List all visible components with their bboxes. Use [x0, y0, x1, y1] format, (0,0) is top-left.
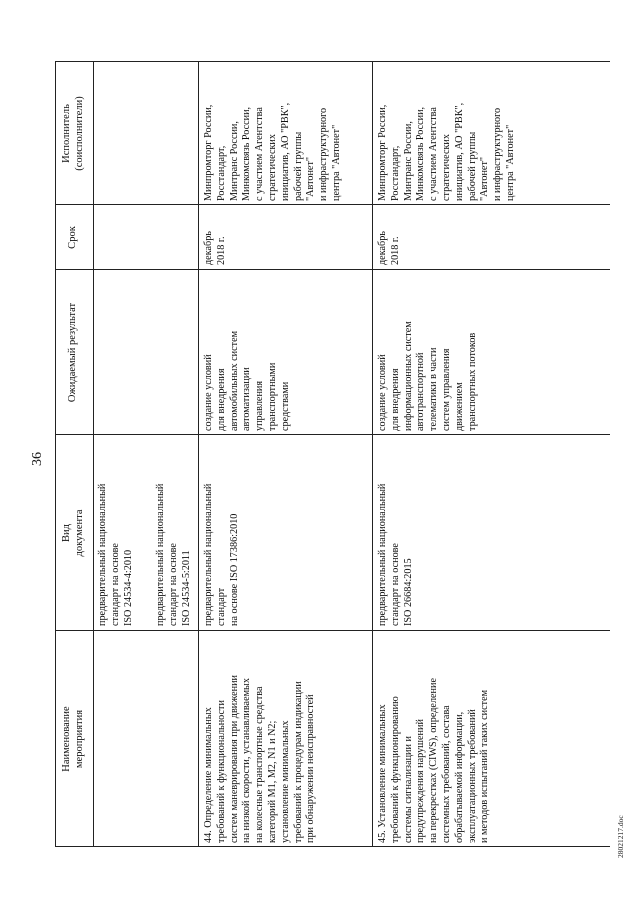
header-result: Ожидаемый результат — [67, 302, 78, 403]
row-44-doc-type: предварительный национальный стандарт на основе ISO 17386:2010 — [203, 483, 240, 626]
table-border-left — [55, 846, 610, 847]
page-number: 36 — [30, 452, 45, 466]
continuation-doc-type-1: предварительный национальный стандарт на основе ISO 24534-4:2010 — [97, 483, 134, 626]
row-divider — [372, 61, 373, 847]
column-divider — [55, 630, 610, 631]
row-45-executor: Минпромторг России, Росстандарт, Минтранс России, Минкомсвязь России, с участием Агентства стратегических инициатив, АО "РВК", рабочей группы "Автонет" и инфраструктурного центра "Автонет" — [377, 102, 516, 201]
table — [55, 61, 610, 847]
header-deadline: Срок — [67, 226, 78, 249]
column-divider — [55, 204, 610, 205]
row-divider — [198, 61, 199, 847]
table-border-right — [55, 61, 610, 62]
row-44-deadline: декабрь 2018 г. — [203, 231, 227, 265]
row-45-name: 45. Установление минимальных требований к функционированию системы сигнализации и предупреждения нарушений на перекрестках (CIWS), определение системных требований, состава обрабатываемой информации, эксплуатационных требований и методов испытаний таких систем — [377, 678, 491, 843]
header-name: Наименование мероприятия — [61, 706, 85, 772]
row-44-result: создание условий для внедрения автомобильных систем автоматизации управления транспортными средствами — [203, 330, 291, 431]
continuation-doc-type-2: предварительный национальный стандарт на основе ISO 24534-5:2011 — [155, 483, 192, 626]
column-divider — [55, 434, 610, 435]
header-doc-type: Вид документа — [61, 509, 85, 557]
header-executor: Исполнитель (соисполнители) — [61, 96, 85, 171]
header-divider — [93, 61, 94, 847]
row-45-result: создание условий для внедрения информационных систем автотранспортной телематики в части систем управления движением транспортных потоков — [377, 321, 478, 431]
column-divider — [55, 269, 610, 270]
footer-filename: 28021217.doc — [616, 815, 625, 858]
row-44-executor: Минпромторг России, Росстандарт, Минтранс России, Минкомсвязь России, с участием Агентства стратегических инициатив, АО "РВК", рабочей группы "Автонет" и инфраструктурного центра "Автонет" — [203, 102, 342, 201]
row-44-name: 44. Определение минимальных требований к функциональности систем маневрирования при движении на низкой скорости, устанавливаемых на колесные транспортные средства категорий M1, M2, N1 и N2; установление минимальных требований к процедурам индикации при обнаружении неисправностей — [203, 675, 317, 843]
table-border-top — [55, 61, 56, 847]
row-45-doc-type: предварительный национальный стандарт на основе ISO 26684:2015 — [377, 483, 414, 626]
row-45-deadline: декабрь 2018 г. — [377, 231, 401, 265]
